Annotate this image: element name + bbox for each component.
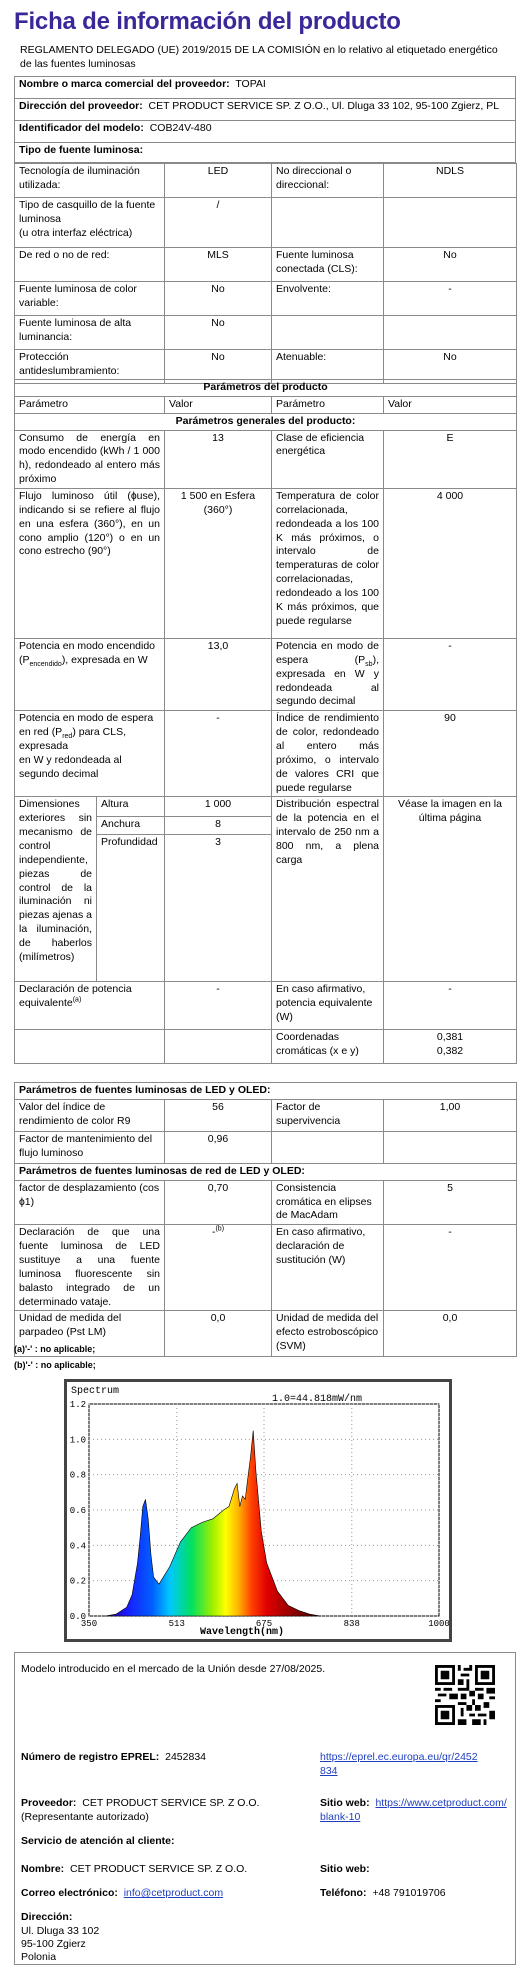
x-tick-label: 675 bbox=[255, 1619, 273, 1629]
provider-row: Proveedor: CET PRODUCT SERVICE SP. Z O.O. (Representante autorizado) bbox=[21, 1797, 260, 1823]
y-tick-label: 1.0 bbox=[69, 1435, 86, 1446]
table-row: Dimensiones exteriores sin mecanismo de control independiente, piezas de control de la iluminación ni piezas ajenas a la iluminación, de haberlos (milímetros) Altura 1 000 Distribución espectral de la potencia en el intervalo de 250 nm a 800 nm, a plena carga Véase la imagen en la última página bbox=[15, 797, 517, 817]
table-row: Consumo de energía en modo encendido (kWh / 1 000 h), redondeado al entero más próximo 13 Clase de eficiencia energética E bbox=[15, 430, 517, 488]
address-label: Dirección: bbox=[21, 1911, 73, 1923]
supplier-table bbox=[14, 76, 516, 163]
table-row: Fuente luminosa de alta luminancia: No bbox=[15, 316, 517, 350]
spectrum-chart bbox=[64, 1379, 452, 1642]
qr-code bbox=[435, 1665, 495, 1725]
email-link[interactable]: info@cetproduct.com bbox=[123, 1887, 224, 1899]
table-row: Factor de mantenimiento del flujo luminoso 0,96 bbox=[15, 1131, 517, 1163]
supplier-name-row: Nombre o marca comercial del proveedor: TOPAI bbox=[15, 77, 516, 99]
service-heading: Servicio de atención al cliente: bbox=[21, 1835, 175, 1847]
table-row: Anchura 8 bbox=[15, 817, 517, 835]
table-row: De red o no de red: MLS Fuente luminosa conectada (CLS): No bbox=[15, 248, 517, 282]
page-title: Ficha de información del producto bbox=[14, 8, 401, 35]
x-tick-label: 350 bbox=[80, 1619, 98, 1629]
y-tick-label: 1.2 bbox=[69, 1400, 86, 1410]
table-row: Profundidad 3 bbox=[15, 835, 517, 982]
mains-heading: Parámetros de fuentes luminosas de red de LED y OLED: bbox=[15, 1163, 517, 1180]
y-tick-label: 0.2 bbox=[69, 1576, 86, 1587]
general-heading: Parámetros generales del producto: bbox=[15, 413, 517, 430]
address-line: 95-100 Zgierz bbox=[21, 1938, 86, 1950]
x-tick-label: 513 bbox=[168, 1619, 185, 1629]
website-row: Sitio web: https://www.cetproduct.com/blank-10 bbox=[320, 1797, 507, 1823]
address-line: Polonia bbox=[21, 1951, 57, 1963]
service-web-label: Sitio web: bbox=[320, 1863, 370, 1875]
y-tick-label: 0.6 bbox=[69, 1506, 86, 1516]
table-row: Coordenadas cromáticas (x e y) 0,381 0,382 bbox=[15, 1030, 517, 1064]
note-a: (a)'-' : no aplicable; bbox=[14, 1344, 96, 1354]
table-row: Tecnología de iluminación utilizada: LED No direccional o direccional: NDLS bbox=[15, 164, 517, 198]
x-tick-label: 838 bbox=[343, 1619, 360, 1629]
eprel-link[interactable]: https://eprel.ec.europa.eu/qr/2452834 bbox=[320, 1751, 478, 1777]
eprel-row: Número de registro EPREL: 2452834 bbox=[21, 1751, 207, 1763]
table-row: Potencia en modo encendido $(P_{encendido})$, expresada en W 13,0 Potencia en modo de espera $(P_{sb})$, expresada en W y redondeada al segundo decimal - bbox=[15, 639, 517, 711]
chart-xlabel: Wavelength(nm) bbox=[199, 1627, 285, 1638]
table-row: Declaración de potencia equivalente$^{(a)}$ - En caso afirmativo, potencia equivalente (W) - bbox=[15, 982, 517, 1030]
table-row: Valor del índice de rendimiento de color R9 56 Factor de supervivencia 1,00 bbox=[15, 1099, 517, 1131]
regulation-text: REGLAMENTO DELEGADO (UE) 2019/2015 DE LA COMISIÓN en lo relativo al etiquetado energético de las fuentes luminosas bbox=[20, 44, 498, 70]
table-row: factor de desplazamiento (cos ɸ1) 0,70 Consistencia cromática en elipses de MacAdam 5 bbox=[15, 1180, 517, 1225]
led-heading: Parámetros de fuentes luminosas de LED y OLED: bbox=[15, 1083, 517, 1100]
table-row: Flujo luminoso útil (ɸuse), indicando si se refiere al flujo en una esfera (360°), en un cono amplio (120°) o en un cono estrecho (90°) 1 500 en Esfera (360°) Temperatura de color correlacionada, redondeada a los 100 K más próximos, o intervalo de temperaturas de color correlacionadas, redondeado a los 100 K más próximos, que puede regularse 4 000 bbox=[15, 489, 517, 639]
x-tick-label: 1000 bbox=[428, 1619, 449, 1629]
params-table bbox=[14, 379, 517, 1064]
supplier-address-row: Dirección del proveedor: CET PRODUCT SERVICE SP. Z O.O., Ul. Dluga 33 102, 95-100 Zgierz, PL bbox=[15, 99, 516, 121]
table-row: Declaración de que una fuente luminosa de LED sustituye a una fuente luminosa fluorescente sin balasto integrado de un determinado vataje. -$^{(b)}$ En caso afirmativo, declaración de sustitución (W) - bbox=[15, 1225, 517, 1311]
source-type-heading: Tipo de fuente luminosa: bbox=[15, 143, 516, 163]
spectrum-area bbox=[105, 1430, 321, 1616]
email-row: Correo electrónico: info@cetproduct.com bbox=[21, 1887, 224, 1899]
chart-title: Spectrum bbox=[71, 1386, 120, 1397]
service-name-row: Nombre: CET PRODUCT SERVICE SP. Z O.O. bbox=[21, 1863, 248, 1875]
y-tick-label: 0.8 bbox=[69, 1470, 86, 1481]
address-line: Ul. Dluga 33 102 bbox=[21, 1925, 100, 1937]
phone-row: Teléfono: +48 791019706 bbox=[320, 1887, 446, 1899]
chart-scale: 1.0=44.818mW/nm bbox=[272, 1394, 363, 1405]
table-row: Unidad de medida del parpadeo (Pst LM) 0,0 Unidad de medida del efecto estroboscópico (SVM) 0,0 bbox=[15, 1311, 517, 1357]
website-link[interactable]: https://www.cetproduct.com/blank-10 bbox=[320, 1797, 507, 1823]
params-heading: Parámetros del producto bbox=[15, 380, 517, 397]
y-tick-label: 0.0 bbox=[69, 1612, 86, 1622]
table-row: Fuente luminosa de color variable: No Envolvente: - bbox=[15, 282, 517, 316]
table-row: Tipo de casquillo de la fuente luminosa (u otra interfaz eléctrica) / bbox=[15, 198, 517, 248]
spectrum-series bbox=[105, 1431, 320, 1617]
table-row: Protección antideslumbramiento: No Atenuable: No bbox=[15, 350, 517, 384]
led-table bbox=[14, 1082, 517, 1357]
note-b: (b)'-' : no aplicable; bbox=[14, 1360, 96, 1370]
source-type-table bbox=[14, 163, 517, 384]
intro-text: Modelo introducido en el mercado de la Unión desde 27/08/2025. bbox=[21, 1663, 326, 1675]
info-box bbox=[14, 1652, 516, 1965]
spectrum-svg bbox=[67, 1382, 449, 1639]
y-tick-label: 0.4 bbox=[69, 1541, 86, 1552]
params-header-row: Parámetro Valor Parámetro Valor bbox=[15, 396, 517, 413]
model-row: Identificador del modelo: COB24V-480 bbox=[15, 121, 516, 143]
table-row: Potencia en modo de espera en red $(P_{red})$ para CLS, expresada en W y redondeada al segundo decimal - Índice de rendimiento de color, redondeado al entero más próximo, o intervalo de valores CRI que puede regularse 90 bbox=[15, 711, 517, 797]
